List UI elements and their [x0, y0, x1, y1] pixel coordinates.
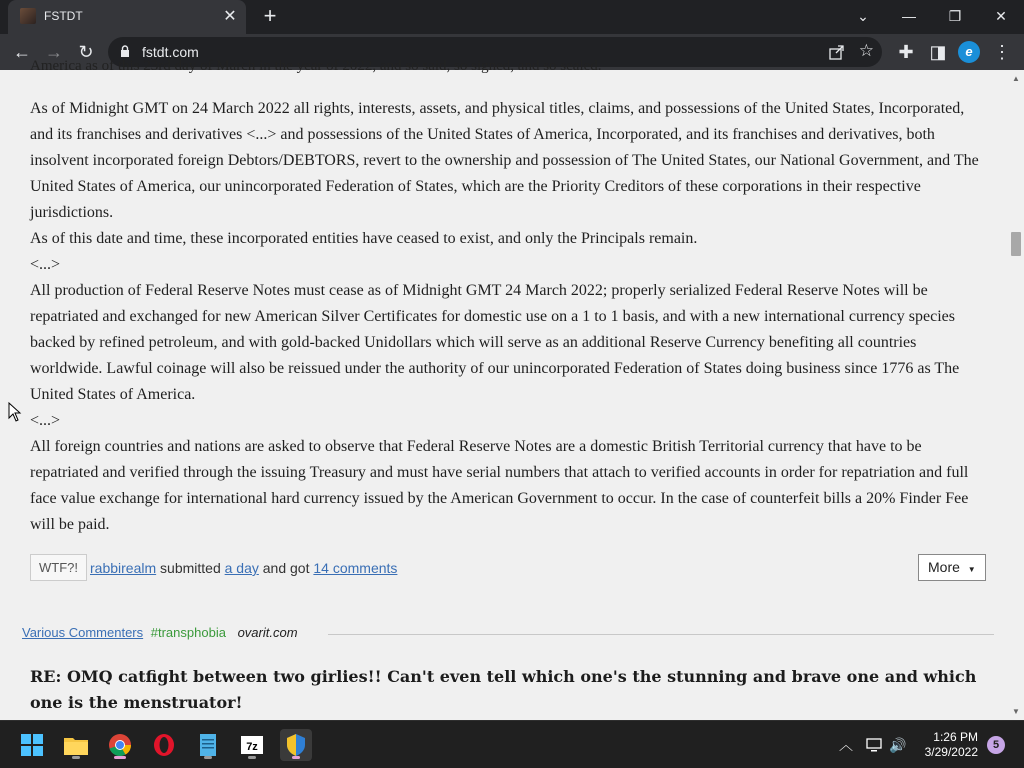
quote-paragraph: All production of Federal Reserve Notes must cease as of Midnight GMT 24 March 2022; properly serialized Federal Reserve Notes will be repatriated and exchanged for new American Silver Certificates for domestic use on a 1 to 1 basis, and with a new international currency species backed by refined petroleum, and with gold-backed Unidollars which will serve as an additional Reserve Currency benefiting all countries worldwide. Lawful coinage will also be reissued under the authority of our unincorporated Federation of States doing business since 1776 as The United States of America.: [30, 282, 960, 403]
wtf-vote-button[interactable]: WTF?!: [30, 554, 87, 581]
post-meta-row: [30, 554, 986, 582]
mouse-cursor-icon: [8, 402, 22, 422]
tab-search-chevron-icon[interactable]: ⌄: [857, 8, 869, 24]
chrome-icon[interactable]: [104, 729, 136, 761]
tab-fstdt[interactable]: [8, 0, 246, 34]
tab-title: FSTDT: [44, 9, 83, 23]
category-link[interactable]: Various Commenters: [22, 625, 144, 640]
running-indicator: [248, 756, 256, 759]
chevron-up-icon[interactable]: ︿: [839, 737, 853, 753]
notification-badge[interactable]: 5: [987, 736, 1005, 754]
windows-taskbar: [0, 720, 1024, 768]
got-text: and got: [262, 560, 310, 576]
site-favicon-icon: [20, 8, 36, 24]
svg-text:7z: 7z: [246, 741, 258, 753]
back-arrow-icon[interactable]: ←: [13, 42, 31, 62]
start-windows-icon[interactable]: [16, 729, 48, 761]
comments-link[interactable]: 14 comments: [313, 560, 398, 576]
next-post-category-row: [22, 625, 994, 645]
minimize-icon[interactable]: —: [902, 8, 916, 24]
submitter-link[interactable]: rabbirealm: [90, 560, 157, 576]
side-panel-icon[interactable]: ◨: [929, 42, 947, 62]
url-text: fstdt.com: [142, 44, 199, 60]
quote-cut-line: America as of this 23rd day of March in the year of 2022, and so said, so signed, and so sealed.: [30, 58, 602, 74]
quote-paragraph: As of this date and time, these incorporated entities have ceased to exist, and only the Principals remain.: [30, 230, 698, 247]
tray-clock[interactable]: [920, 730, 978, 760]
profile-avatar[interactable]: e: [958, 41, 980, 63]
clock-time: 1:26 PM: [933, 730, 978, 744]
tag-link[interactable]: #transphobia: [150, 625, 226, 640]
running-indicator: [72, 756, 80, 759]
forward-arrow-icon[interactable]: →: [45, 42, 63, 62]
scroll-up-icon[interactable]: ▲: [1012, 74, 1020, 83]
quote-body: [30, 96, 990, 538]
scroll-down-icon[interactable]: ▼: [1012, 707, 1020, 716]
scrollbar-thumb[interactable]: [1011, 232, 1021, 256]
notepad-icon[interactable]: [192, 729, 224, 761]
restore-icon[interactable]: ❐: [948, 8, 962, 24]
close-tab-icon[interactable]: ✕: [223, 8, 237, 25]
active-indicator: [114, 756, 126, 759]
quote-ellipsis: <...>: [30, 412, 61, 429]
tab-strip: [0, 0, 1024, 34]
page-content: [0, 58, 1008, 720]
extensions-puzzle-icon[interactable]: ✚: [898, 42, 914, 62]
quote-ellipsis: <...>: [30, 256, 61, 273]
source-site: ovarit.com: [237, 625, 298, 640]
new-tab-icon[interactable]: +: [263, 3, 277, 28]
file-explorer-icon[interactable]: [60, 729, 92, 761]
active-indicator: [292, 756, 300, 759]
menu-kebab-icon[interactable]: ⋮: [993, 42, 1011, 62]
running-indicator: [204, 756, 212, 759]
time-ago-link[interactable]: a day: [224, 560, 259, 576]
lock-icon: [120, 45, 130, 58]
submitted-text: submitted: [160, 560, 221, 576]
volume-icon[interactable]: 🔊: [889, 737, 907, 753]
7zip-icon[interactable]: [236, 729, 268, 761]
caret-down-icon: ▼: [967, 565, 976, 574]
next-post-title[interactable]: RE: OMQ catfight between two girlies!! Can't even tell which one's the stunning and brave one and which one is the menstruator!: [30, 667, 977, 712]
network-icon[interactable]: [864, 735, 884, 755]
quote-paragraph: All foreign countries and nations are asked to observe that Federal Reserve Notes are a domestic British Territorial currency that have to be repatriated and verified through the issuing Treasury and must have serial numbers that attach to verified accounts in order for repatriation and full face value exchange for international hard currency issued by the American Government to occur. In the case of counterfeit bills a 20% Finder Fee will be paid.: [30, 438, 969, 533]
quote-paragraph: As of Midnight GMT on 24 March 2022 all rights, interests, assets, and physical titles, claims, and possessions of the United States, Incorporated, and its franchises and derivatives <...> and possessions of the United States of America, Incorporated, and its franchises and derivatives, both insolvent incorporated foreign Debtors/DEBTORS, revert to the ownership and possession of The United States, our National Government, and The United States of America, our unincorporated Federation of States, which are the Priority Creditors of these corporations in their respective jurisdictions.: [30, 100, 979, 221]
bookmark-star-icon[interactable]: ☆: [858, 41, 874, 60]
share-icon[interactable]: [828, 43, 846, 61]
security-shield-icon[interactable]: [280, 729, 312, 761]
more-label: More: [928, 559, 960, 575]
page-scrollbar[interactable]: [1008, 70, 1024, 720]
opera-icon[interactable]: [148, 729, 180, 761]
post-meta-text: [90, 560, 397, 576]
clock-date: 3/29/2022: [924, 745, 978, 759]
reload-icon[interactable]: ↻: [78, 42, 94, 62]
more-button[interactable]: [918, 554, 986, 581]
category-divider: [328, 634, 994, 635]
window-close-icon[interactable]: ✕: [995, 8, 1007, 24]
